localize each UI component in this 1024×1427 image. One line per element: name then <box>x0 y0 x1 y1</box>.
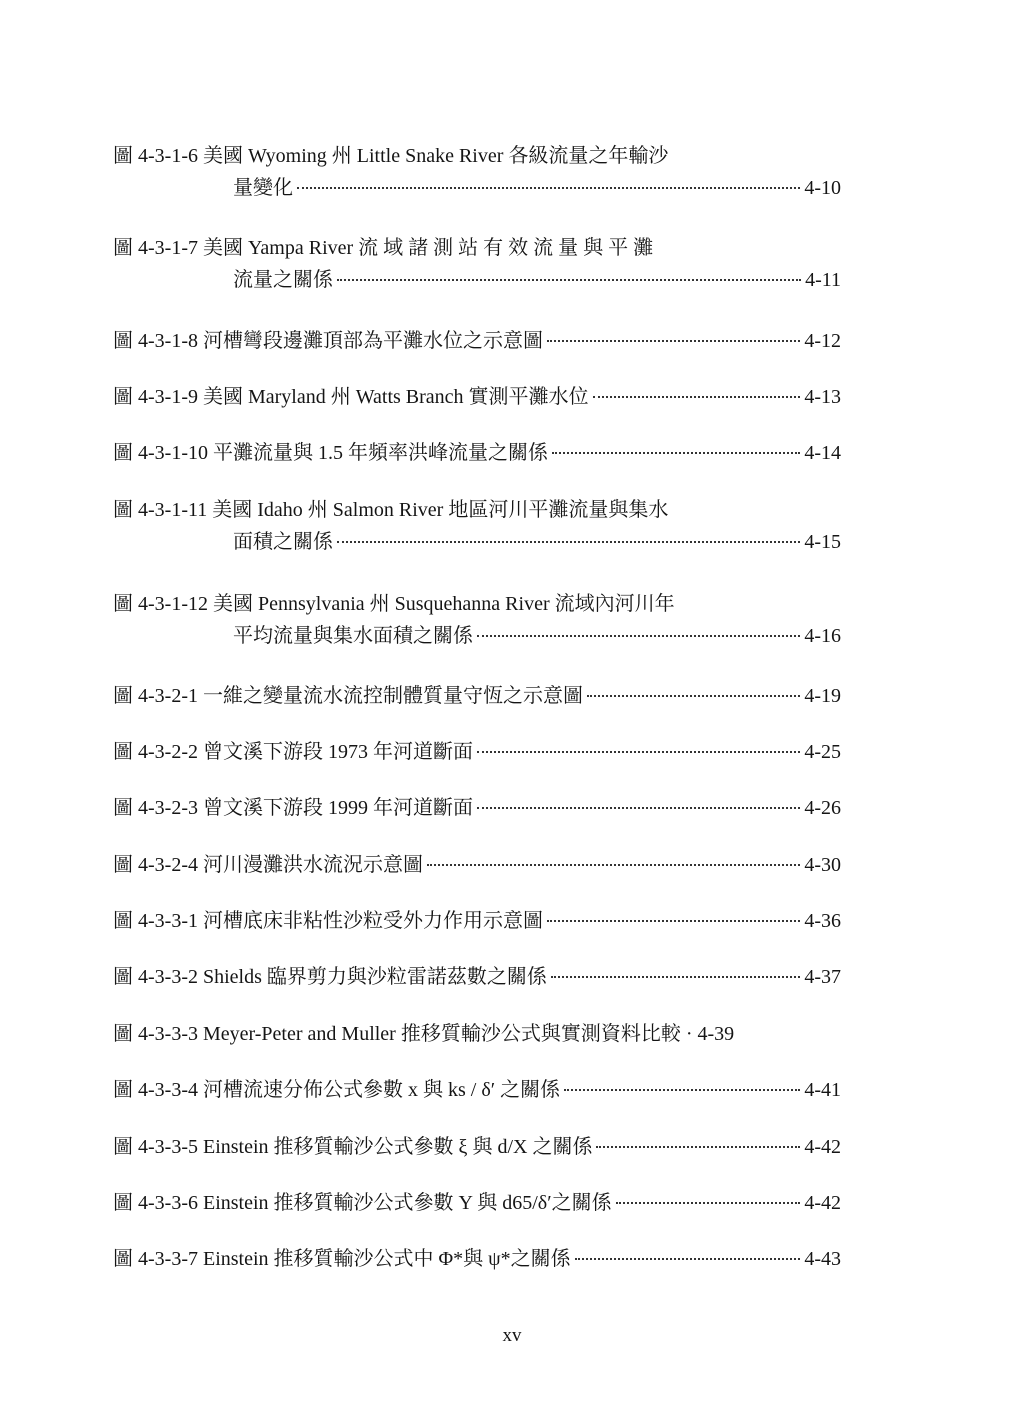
toc-entry-line <box>113 961 841 993</box>
toc-page-number: 4-36 <box>804 910 841 932</box>
toc-entry-title: 圖 4-3-2-3 曾文溪下游段 1999 年河道斷面 <box>113 797 473 819</box>
dot-leader <box>616 1202 801 1204</box>
toc-entry-line <box>113 437 841 469</box>
dot-leader <box>596 1146 800 1148</box>
dot-leader <box>552 452 800 454</box>
toc-entry <box>113 905 841 937</box>
toc-entry <box>113 1018 841 1050</box>
toc-entry-line <box>113 494 841 526</box>
dot-leader <box>551 976 800 978</box>
toc-entry-line <box>113 172 841 204</box>
toc-entry-title: 圖 4-3-3-6 Einstein 推移質輸沙公式參數 Y 與 d65/δ′之關係 <box>113 1192 612 1214</box>
toc-entry-title: 圖 4-3-1-11 美國 Idaho 州 Salmon River 地區河川平灘流量與集水 <box>113 499 669 521</box>
toc-entry-line <box>113 381 841 413</box>
toc-entry-title: 圖 4-3-1-6 美國 Wyoming 州 Little Snake River 各級流量之年輸沙 <box>113 145 669 167</box>
toc-entry-title: 圖 4-3-3-5 Einstein 推移質輸沙公式參數 ξ 與 d/X 之關係 <box>113 1136 593 1158</box>
toc-entry-title: 圖 4-3-1-9 美國 Maryland 州 Watts Branch 實測平灘水位 <box>113 386 589 408</box>
toc-entry-line <box>113 1074 841 1106</box>
toc-page-number: 4-41 <box>804 1079 841 1101</box>
toc-page-number: 4-13 <box>804 386 841 408</box>
dot-leader <box>547 920 800 922</box>
toc-entry-line <box>113 680 841 712</box>
toc-entry-title: 圖 4-3-1-8 河槽彎段邊灘頂部為平灘水位之示意圖 <box>113 330 543 352</box>
toc-page-number: 4-14 <box>804 442 841 464</box>
dot-leader <box>477 807 800 809</box>
toc-entry-line <box>113 1131 841 1163</box>
toc-entry <box>113 494 841 558</box>
toc-entry-line <box>113 264 841 296</box>
dot-leader <box>337 279 801 281</box>
dot-leader <box>593 396 801 398</box>
toc-page-number: 4-19 <box>804 685 841 707</box>
toc-entry-title-continued: 量變化 <box>233 177 293 199</box>
toc-entry-line <box>113 1243 841 1275</box>
dot-leader <box>564 1089 800 1091</box>
toc-entry-title: 圖 4-3-2-4 河川漫灘洪水流況示意圖 <box>113 854 423 876</box>
toc-entry-title: 圖 4-3-2-1 一維之變量流水流控制體質量守恆之示意圖 <box>113 685 583 707</box>
toc-page-number: 4-37 <box>804 966 841 988</box>
toc-entry-title: 圖 4-3-3-3 Meyer-Peter and Muller 推移質輸沙公式與實測資料比較 · 4-39 <box>113 1023 735 1045</box>
toc-page-number: 4-43 <box>804 1248 841 1270</box>
toc-entry <box>113 849 841 881</box>
toc-entry <box>113 140 841 204</box>
toc-page-number: 4-42 <box>804 1136 841 1158</box>
toc-entry-title: 圖 4-3-1-7 美國 Yampa River 流 域 諸 測 站 有 效 流 量 與 平 灘 <box>113 237 654 259</box>
toc-entry-line <box>113 736 841 768</box>
toc-page-number: 4-16 <box>804 625 841 647</box>
toc-entry <box>113 1187 841 1219</box>
toc-entry <box>113 961 841 993</box>
toc-entry-title-continued: 平均流量與集水面積之關係 <box>233 625 473 647</box>
toc-entry-line <box>113 325 841 357</box>
toc-entry-title: 圖 4-3-3-2 Shields 臨界剪力與沙粒雷諾茲數之關係 <box>113 966 547 988</box>
toc-entry-title: 圖 4-3-1-10 平灘流量與 1.5 年頻率洪峰流量之關係 <box>113 442 548 464</box>
toc-entry-line <box>113 588 841 620</box>
toc-entry-line <box>113 140 841 172</box>
toc-entry <box>113 792 841 824</box>
toc-entry <box>113 1074 841 1106</box>
toc-entry <box>113 736 841 768</box>
page-number-footer: xv <box>502 1325 522 1346</box>
toc-entry-line <box>113 232 841 264</box>
dot-leader <box>477 635 800 637</box>
toc-entry <box>113 1131 841 1163</box>
dot-leader <box>297 187 800 189</box>
toc-entry <box>113 680 841 712</box>
toc-entry-title: 圖 4-3-1-12 美國 Pennsylvania 州 Susquehanna River 流域內河川年 <box>113 593 675 615</box>
dot-leader <box>547 340 800 342</box>
dot-leader <box>477 751 800 753</box>
toc-entry-line <box>113 526 841 558</box>
toc-entry <box>113 381 841 413</box>
toc-entry-line <box>113 905 841 937</box>
toc-entry-title: 圖 4-3-3-7 Einstein 推移質輸沙公式中 Φ*與 ψ*之關係 <box>113 1248 571 1270</box>
toc-entry <box>113 1243 841 1275</box>
toc-entry <box>113 437 841 469</box>
toc-entry-title: 圖 4-3-3-4 河槽流速分佈公式參數 x 與 ks / δ′ 之關係 <box>113 1079 561 1101</box>
dot-leader <box>587 695 800 697</box>
toc-entry-title: 圖 4-3-2-2 曾文溪下游段 1973 年河道斷面 <box>113 741 473 763</box>
toc-page-number: 4-11 <box>805 269 841 291</box>
toc-entry <box>113 325 841 357</box>
toc-page-number: 4-26 <box>804 797 841 819</box>
dot-leader <box>427 864 800 866</box>
toc-entry-title-continued: 面積之關係 <box>233 531 333 553</box>
toc-entry-title: 圖 4-3-3-1 河槽底床非粘性沙粒受外力作用示意圖 <box>113 910 543 932</box>
toc-entry-title-continued: 流量之關係 <box>233 269 333 291</box>
toc-page-number: 4-25 <box>804 741 841 763</box>
toc-page-number: 4-12 <box>804 330 841 352</box>
toc-entry <box>113 588 841 652</box>
dot-leader <box>575 1258 801 1260</box>
toc-page-number: 4-15 <box>804 531 841 553</box>
dot-leader <box>337 541 800 543</box>
toc-entry-line <box>113 620 841 652</box>
toc-page-number: 4-10 <box>804 177 841 199</box>
toc-entry-line <box>113 1018 841 1050</box>
toc-entry-line <box>113 1187 841 1219</box>
toc-entry-line <box>113 792 841 824</box>
toc-page-number: 4-42 <box>804 1192 841 1214</box>
toc-entry-line <box>113 849 841 881</box>
toc-entry <box>113 232 841 296</box>
toc-page-number: 4-30 <box>804 854 841 876</box>
